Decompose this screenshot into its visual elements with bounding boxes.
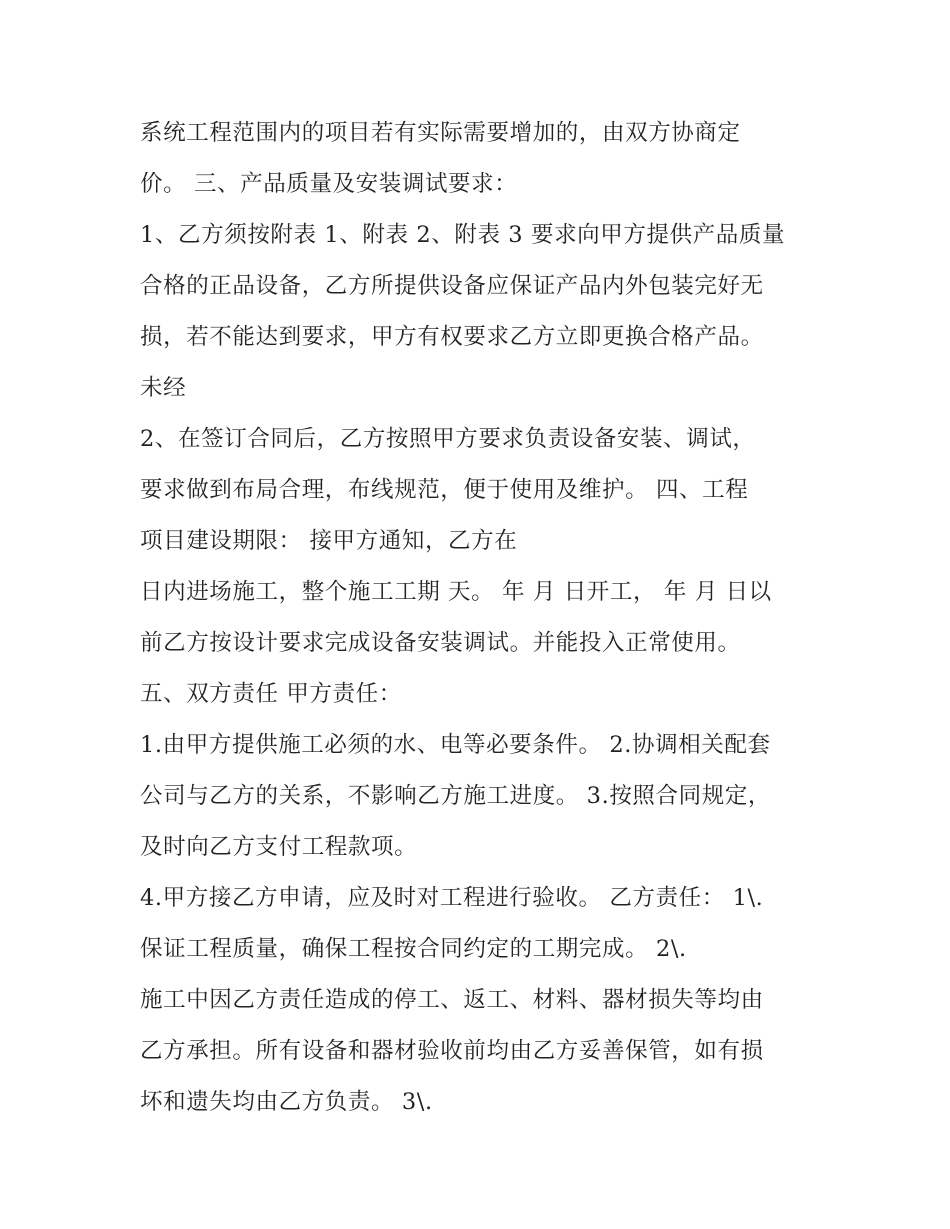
text-line: 及时向乙方支付工程款项。 <box>140 834 418 860</box>
text-line: 损，若不能达到要求，甲方有权要求乙方立即更换合格产品。 <box>140 324 764 350</box>
text-line: 未经 <box>140 375 187 401</box>
text-line: 保证工程质量，确保工程按合同约定的工期完成。 2\. <box>140 936 687 962</box>
text-line: 价。 三、产品质量及安装调试要求： <box>140 171 518 197</box>
text-line: 前乙方按设计要求完成设备安装调试。并能投入正常使用。 <box>140 630 741 656</box>
text-line: 系统工程范围内的项目若有实际需要增加的，由双方协商定 <box>140 120 741 146</box>
text-line: 1、乙方须按附表 1、附表 2、附表 3 要求向甲方提供产品质量 <box>140 222 786 248</box>
text-line: 乙方承担。所有设备和器材验收前均由乙方妥善保管，如有损 <box>140 1038 764 1064</box>
text-line: 坏和遗失均由乙方负责。 3\. <box>140 1089 433 1115</box>
text-line: 2、在签订合同后，乙方按照甲方要求负责设备安装、调试， <box>140 426 756 452</box>
text-line: 日内进场施工，整个施工工期 天。 年 月 日开工， 年 月 日以 <box>140 579 772 605</box>
text-line: 1.由甲方提供施工必须的水、电等必要条件。 2.协调相关配套 <box>140 732 771 758</box>
text-line: 五、双方责任 甲方责任： <box>140 681 402 707</box>
text-line: 合格的正品设备，乙方所提供设备应保证产品内外包装完好无 <box>140 273 764 299</box>
text-line: 要求做到布局合理，布线规范，便于使用及维护。 四、工程 <box>140 477 749 503</box>
text-line: 4.甲方接乙方申请，应及时对工程进行验收。 乙方责任： 1\. <box>140 885 764 911</box>
text-line: 公司与乙方的关系，不影响乙方施工进度。 3.按照合同规定， <box>140 783 772 809</box>
text-line: 施工中因乙方责任造成的停工、返工、材料、器材损失等均由 <box>140 987 764 1013</box>
text-line: 项目建设期限： 接甲方通知，乙方在 <box>140 528 518 554</box>
contract-text <box>140 108 830 1128</box>
